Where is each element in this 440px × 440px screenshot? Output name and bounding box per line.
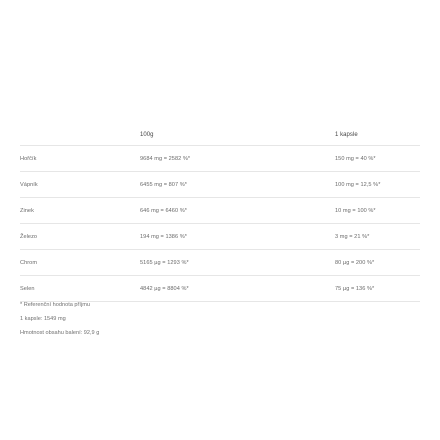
per-100g-value: 646 mg = 6460 %* — [140, 207, 187, 214]
per-100g-value: 5165 µg = 1293 %* — [140, 259, 189, 266]
table-row — [20, 198, 420, 224]
per-100g-value: 9684 mg = 2582 %* — [140, 155, 191, 162]
nutrient-name: Selen — [20, 285, 35, 292]
reference-note: * Referenční hodnota příjmu — [20, 302, 90, 308]
per-capsule-value: 75 µg = 136 %* — [335, 285, 375, 292]
per-100g-value: 6455 mg = 807 %* — [140, 181, 187, 188]
table-row — [20, 172, 420, 198]
per-capsule-value: 3 mg = 21 %* — [335, 233, 370, 240]
per-capsule-value: 100 mg = 12,5 %* — [335, 181, 381, 188]
nutrient-name: Chrom — [20, 259, 38, 266]
nutrition-table — [20, 124, 420, 302]
per-capsule-value: 150 mg = 40 %* — [335, 155, 376, 162]
table-row — [20, 250, 420, 276]
header-per-100g: 100g — [140, 131, 154, 138]
table-header-row — [20, 124, 420, 146]
nutrient-name: Vápník — [20, 181, 38, 188]
net-weight-note: Hmotnost obsahu balení: 92,9 g — [20, 330, 100, 336]
capsule-weight-note: 1 kapsle: 1549 mg — [20, 316, 66, 322]
nutrient-name: Železo — [20, 233, 38, 240]
table-row — [20, 146, 420, 172]
per-100g-value: 194 mg = 1386 %* — [140, 233, 187, 240]
nutrient-name: Hořčík — [20, 155, 37, 162]
per-capsule-value: 80 µg = 200 %* — [335, 259, 375, 266]
per-100g-value: 4842 µg = 8804 %* — [140, 285, 189, 292]
nutrient-name: Zinek — [20, 207, 34, 214]
table-row — [20, 224, 420, 250]
footnotes — [20, 298, 420, 340]
per-capsule-value: 10 mg = 100 %* — [335, 207, 376, 214]
header-per-capsule: 1 kapsle — [335, 131, 358, 138]
